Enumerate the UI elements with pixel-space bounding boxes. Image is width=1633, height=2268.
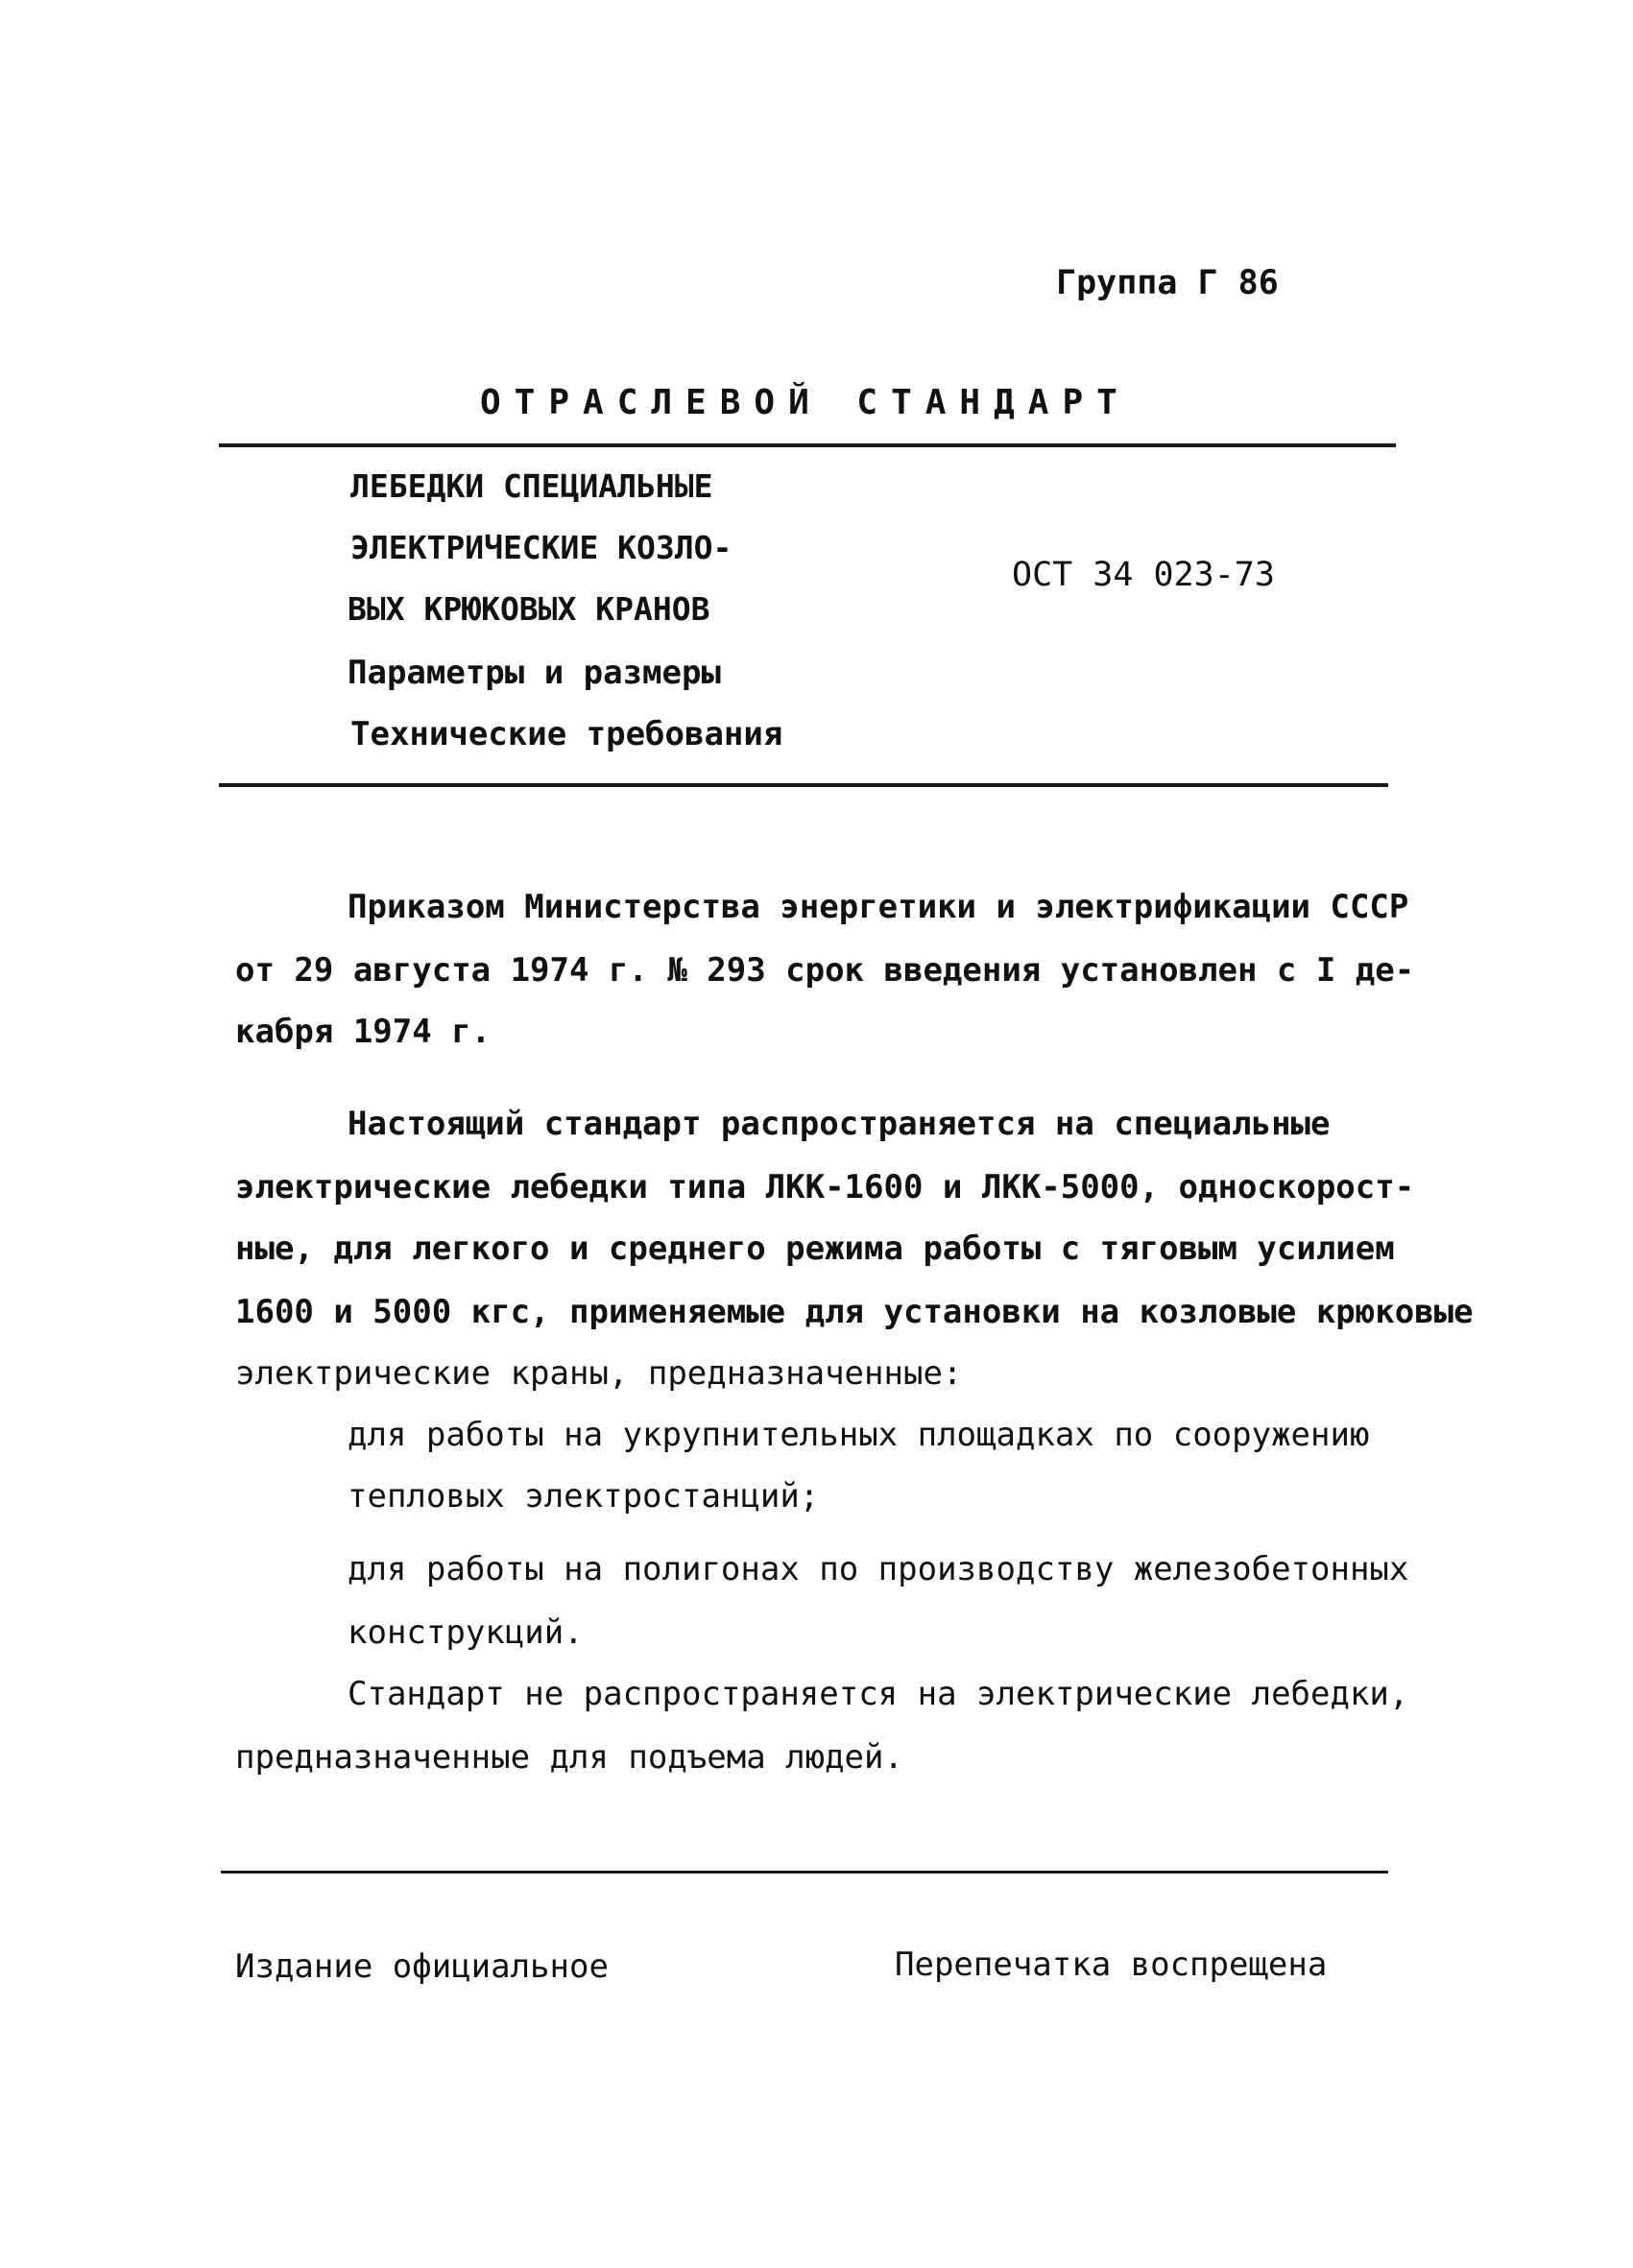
standard-designation: ОСТ 34 023-73 bbox=[1012, 556, 1275, 594]
title-top-rule bbox=[219, 443, 1396, 447]
paragraph-line: ные, для легкого и среднего режима работы с тяговым усилием bbox=[235, 1229, 1395, 1268]
title-line: ВЫХ КРЮКОВЫХ КРАНОВ bbox=[348, 590, 710, 628]
list-item-line: тепловых электростанций; bbox=[348, 1477, 820, 1516]
footer-rule bbox=[221, 1871, 1388, 1874]
title-line: ЭЛЕКТРИЧЕСКИЕ КОЗЛО- bbox=[350, 529, 732, 566]
paragraph-line: 1600 и 5000 кгс, применяемые для установки на козловые крюковые bbox=[235, 1293, 1474, 1331]
list-item-line: конструкций. bbox=[348, 1613, 584, 1652]
reprint-note: Перепечатка воспрещена bbox=[895, 1946, 1328, 1984]
paragraph-line: электрические лебедки типа ЛКК-1600 и ЛКК-5000, односкорост- bbox=[235, 1168, 1415, 1206]
edition-note: Издание официальное bbox=[235, 1947, 609, 1986]
group-code: Группа Г 86 bbox=[1056, 264, 1279, 302]
title-bottom-rule bbox=[219, 783, 1388, 787]
list-item-line: для работы на полигонах по производству железобетонных bbox=[348, 1550, 1409, 1588]
subtitle-line: Технические требования bbox=[350, 715, 783, 753]
paragraph-line: от 29 августа 1974 г. № 293 срок введения установлен с I де- bbox=[235, 951, 1415, 990]
paragraph-line: Приказом Министерства энергетики и электрификации СССР bbox=[348, 888, 1409, 926]
paragraph-line: Настоящий стандарт распространяется на специальные bbox=[348, 1105, 1331, 1143]
paragraph-line: электрические краны, предназначенные: bbox=[235, 1354, 963, 1393]
title-line: ЛЕБЕДКИ СПЕЦИАЛЬНЫЕ bbox=[350, 467, 713, 505]
paragraph-line: кабря 1974 г. bbox=[235, 1013, 492, 1051]
list-item-line: для работы на укрупнительных площадках по сооружению bbox=[348, 1416, 1370, 1454]
standard-title: ОТРАСЛЕВОЙ СТАНДАРТ bbox=[480, 383, 1131, 422]
paragraph-line: Стандарт не распространяется на электрические лебедки, bbox=[348, 1675, 1409, 1713]
paragraph-line: предназначенные для подъема людей. bbox=[235, 1738, 903, 1777]
subtitle-line: Параметры и размеры bbox=[348, 654, 721, 692]
